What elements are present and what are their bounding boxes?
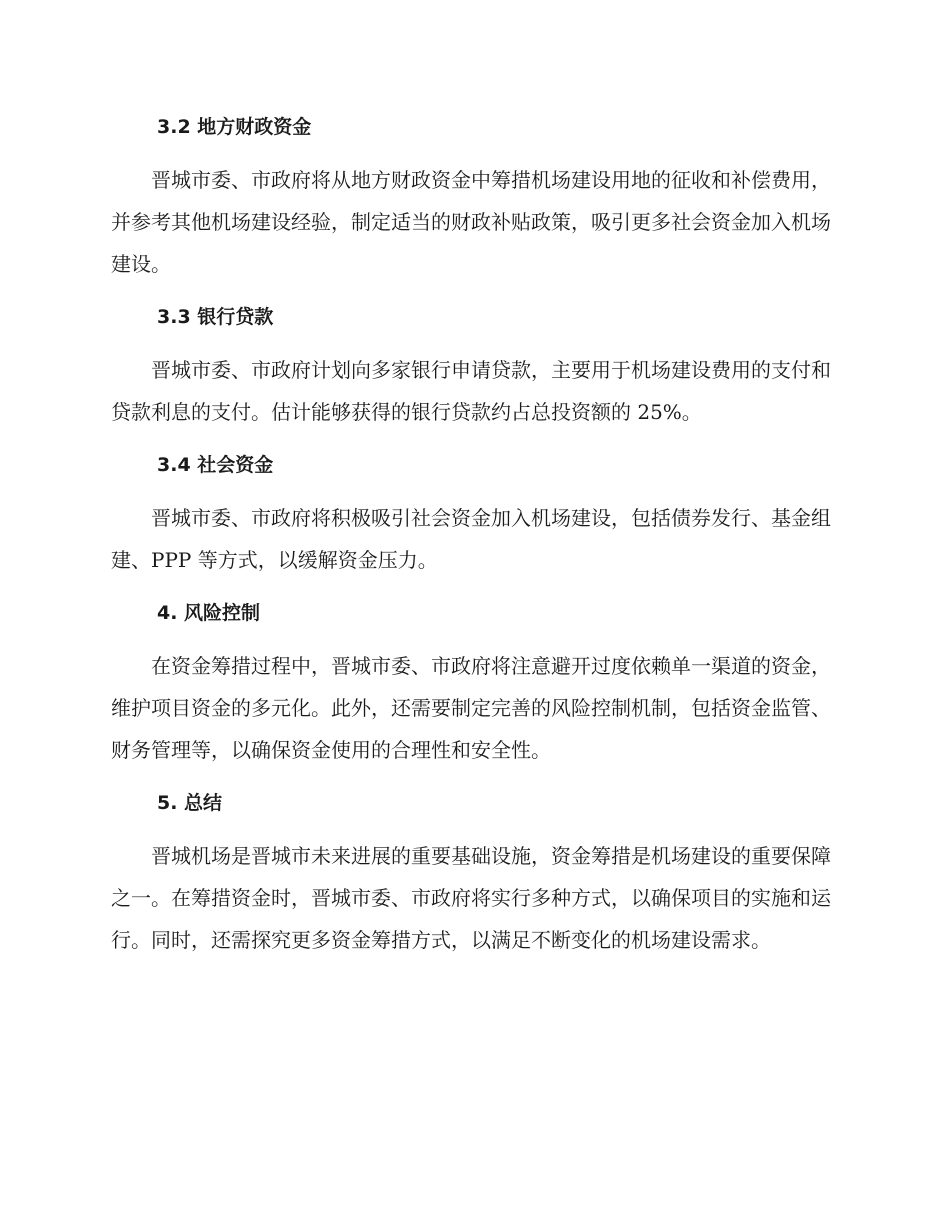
section-heading-5: 5. 总结 xyxy=(157,792,223,814)
document-body xyxy=(111,107,831,961)
section-heading-3-3: 3.3 银行贷款 xyxy=(157,306,274,328)
section-paragraph-3-3: 晋城市委、市政府计划向多家银行申请贷款，主要用于机场建设费用的支付和贷款利息的支付。估计能够获得的银行贷款约占总投资额的 25%。 xyxy=(111,358,831,424)
section-paragraph-5: 晋城机场是晋城市未来进展的重要基础设施，资金筹措是机场建设的重要保障之一。在筹措资金时，晋城市委、市政府将实行多种方式，以确保项目的实施和运行。同时，还需探究更多资金筹措方式，以满足不断变化的机场建设需求。 xyxy=(111,844,831,952)
section-heading-3-2: 3.2 地方财政资金 xyxy=(157,116,312,138)
section-heading-3-4: 3.4 社会资金 xyxy=(157,454,274,476)
section-heading-4: 4. 风险控制 xyxy=(157,602,261,624)
section-paragraph-3-4: 晋城市委、市政府将积极吸引社会资金加入机场建设，包括债券发行、基金组建、PPP 等方式，以缓解资金压力。 xyxy=(111,506,831,572)
section-paragraph-3-2: 晋城市委、市政府将从地方财政资金中筹措机场建设用地的征收和补偿费用，并参考其他机场建设经验，制定适当的财政补贴政策，吸引更多社会资金加入机场建设。 xyxy=(111,168,831,276)
section-paragraph-4: 在资金筹措过程中，晋城市委、市政府将注意避开过度依赖单一渠道的资金，维护项目资金的多元化。此外，还需要制定完善的风险控制机制，包括资金监管、财务管理等，以确保资金使用的合理性和安全性。 xyxy=(111,654,831,762)
